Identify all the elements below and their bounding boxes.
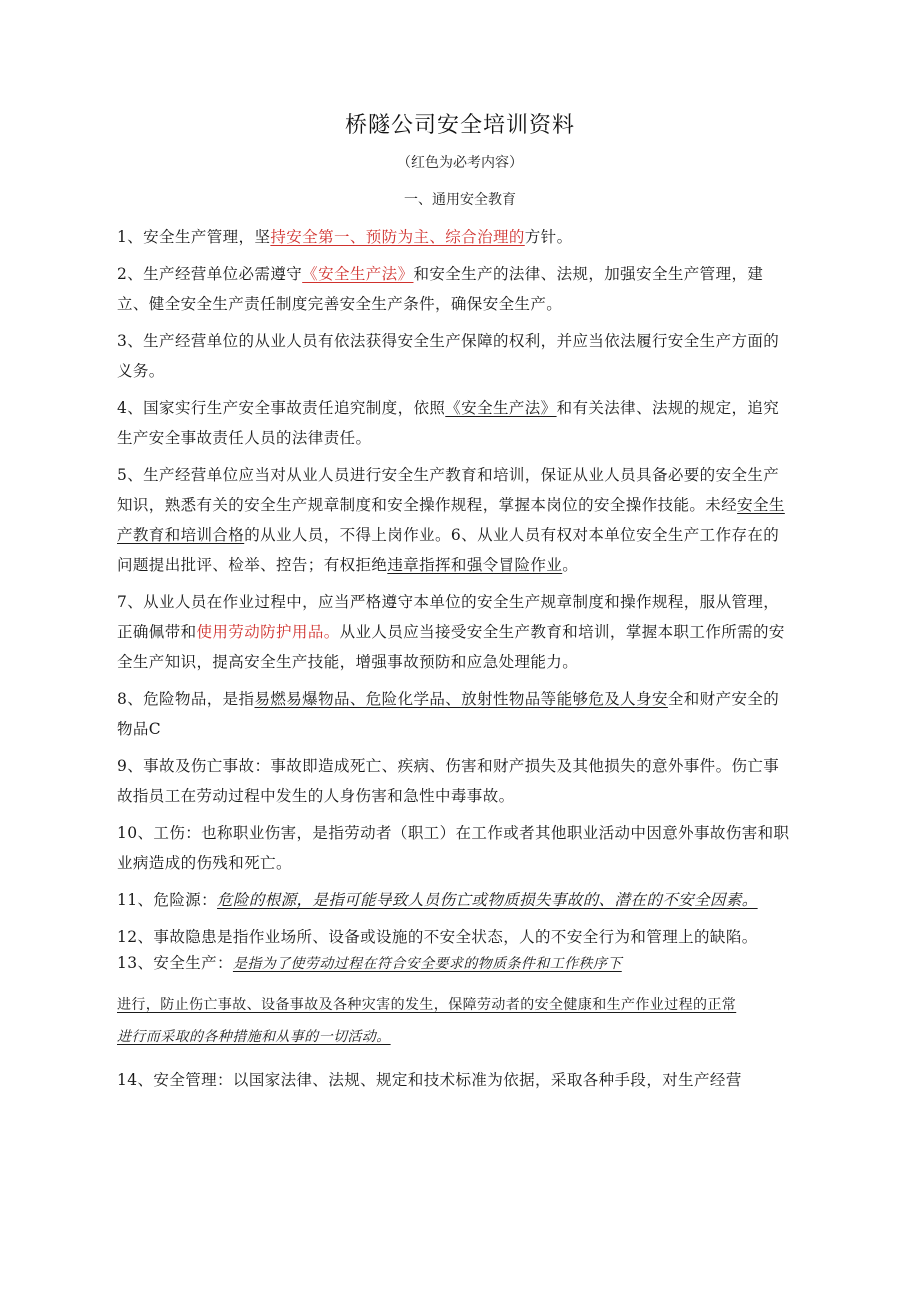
p2-text-end: 和安全生产的法律、法规，加强安全生产管理，建立、健全安全生产责任制度完善安全生产条件，确保安全生产。 (117, 265, 764, 313)
p8-text-end: 全和财产安全的物品C (117, 690, 780, 738)
p13-underlined: 是指为了使劳动过程在符合安全要求的物质条件和工作秩序下 (232, 956, 622, 972)
paragraph-13 (117, 952, 795, 1053)
p5-text: 5、生产经营单位应当对从业人员进行安全生产教育和培训，保证从业人员具备必要的安全生产知识，熟悉有关的安全生产规章制度和安全操作规程，掌握本岗位的安全操作技能。未经 (117, 466, 780, 514)
paragraph-12 (117, 922, 795, 952)
section-heading: 一、通用安全教育 (404, 192, 516, 208)
p2-highlight: 《安全生产法》 (302, 265, 414, 283)
paragraph-10 (117, 818, 795, 878)
p7-highlight: 使用劳动防护用品。 (196, 623, 340, 641)
document-body (117, 222, 795, 1102)
p12-text: 12、事故隐患是指作业场所、设备或设施的不安全状态，人的不安全行为和管理上的缺陷。 (117, 928, 758, 946)
p5-underlined-2: 违章指挥和强令冒险作业 (387, 556, 563, 574)
p4-text-end: 和有关法律、法规的规定，追究生产安全事故责任人员的法律责任。 (117, 399, 780, 447)
p8-underlined: 易燃易爆物品、危险化学品、放射性物品等能够危及人身安 (254, 690, 668, 708)
p5-underlined: 安全生产教育和培训合格 (117, 496, 785, 544)
p4-text: 4、国家实行生产安全事故责任追究制度，依照 (117, 399, 446, 417)
p13-underlined-3: 进行而采取的各种措施和从事的一切活动。 (117, 1029, 391, 1045)
p11-underlined: 危险的根源，是指可能导致人员伤亡或物质损失事故的、潜在的不安全因素。 (217, 891, 758, 909)
paragraph-5 (117, 460, 795, 580)
page-subtitle: （红色为必考内容） (397, 155, 523, 171)
p1-text-end: 方针。 (524, 228, 573, 246)
p1-text: 1、安全生产管理，坚 (117, 228, 271, 246)
p7-text: 7、从业人员在作业过程中，应当严格遵守本单位的安全生产规章制度和操作规程，服从管理，正确佩带和 (117, 593, 780, 641)
p8-text: 8、危险物品，是指 (117, 690, 255, 708)
paragraph-7 (117, 587, 795, 677)
paragraph-14 (117, 1065, 795, 1095)
paragraph-11 (117, 885, 795, 915)
p4-underlined: 《安全生产法》 (445, 399, 557, 417)
paragraph-1 (117, 222, 795, 252)
paragraph-2 (117, 259, 795, 319)
p5-text-mid: 的从业人员，不得上岗作业。6、从业人员有权对本单位安全生产工作存在的问题提出批评、检举、控告；有权拒绝 (117, 526, 780, 574)
p13-text: 13、安全生产： (117, 954, 233, 972)
p10-text: 10、工伤：也称职业伤害，是指劳动者（职工）在工作或者其他职业活动中因意外事故伤害和职业病造成的伤残和死亡。 (117, 824, 790, 872)
paragraph-3 (117, 326, 795, 386)
paragraph-8 (117, 684, 795, 744)
p2-text: 2、生产经营单位必需遵守 (117, 265, 303, 283)
p9-text: 9、事故及伤亡事故：事故即造成死亡、疾病、伤害和财产损失及其他损失的意外事件。伤亡事故指员工在劳动过程中发生的人身伤害和急性中毒事故。 (117, 757, 780, 805)
p11-text: 11、危险源： (117, 891, 218, 909)
p7-text-end: 从业人员应当接受安全生产教育和培训，掌握本职工作所需的安全生产知识，提高安全生产技能，增强事故预防和应急处理能力。 (117, 623, 785, 671)
p5-text-end: 。 (562, 556, 579, 574)
page-title: 桥隧公司安全培训资料 (344, 113, 575, 138)
paragraph-9 (117, 751, 795, 811)
p14-text: 14、安全管理：以国家法律、法规、规定和技术标准为依据，采取各种手段，对生产经营 (117, 1071, 742, 1089)
p13-underlined-2: 进行，防止伤亡事故、设备事故及各种灾害的发生，保障劳动者的安全健康和生产作业过程的正常 (117, 997, 737, 1013)
paragraph-4 (117, 393, 795, 453)
p1-highlight: 持安全第一、预防为主、综合治理的 (270, 228, 525, 246)
p3-text: 3、生产经营单位的从业人员有依法获得安全生产保障的权利，并应当依法履行安全生产方面的义务。 (117, 332, 780, 380)
